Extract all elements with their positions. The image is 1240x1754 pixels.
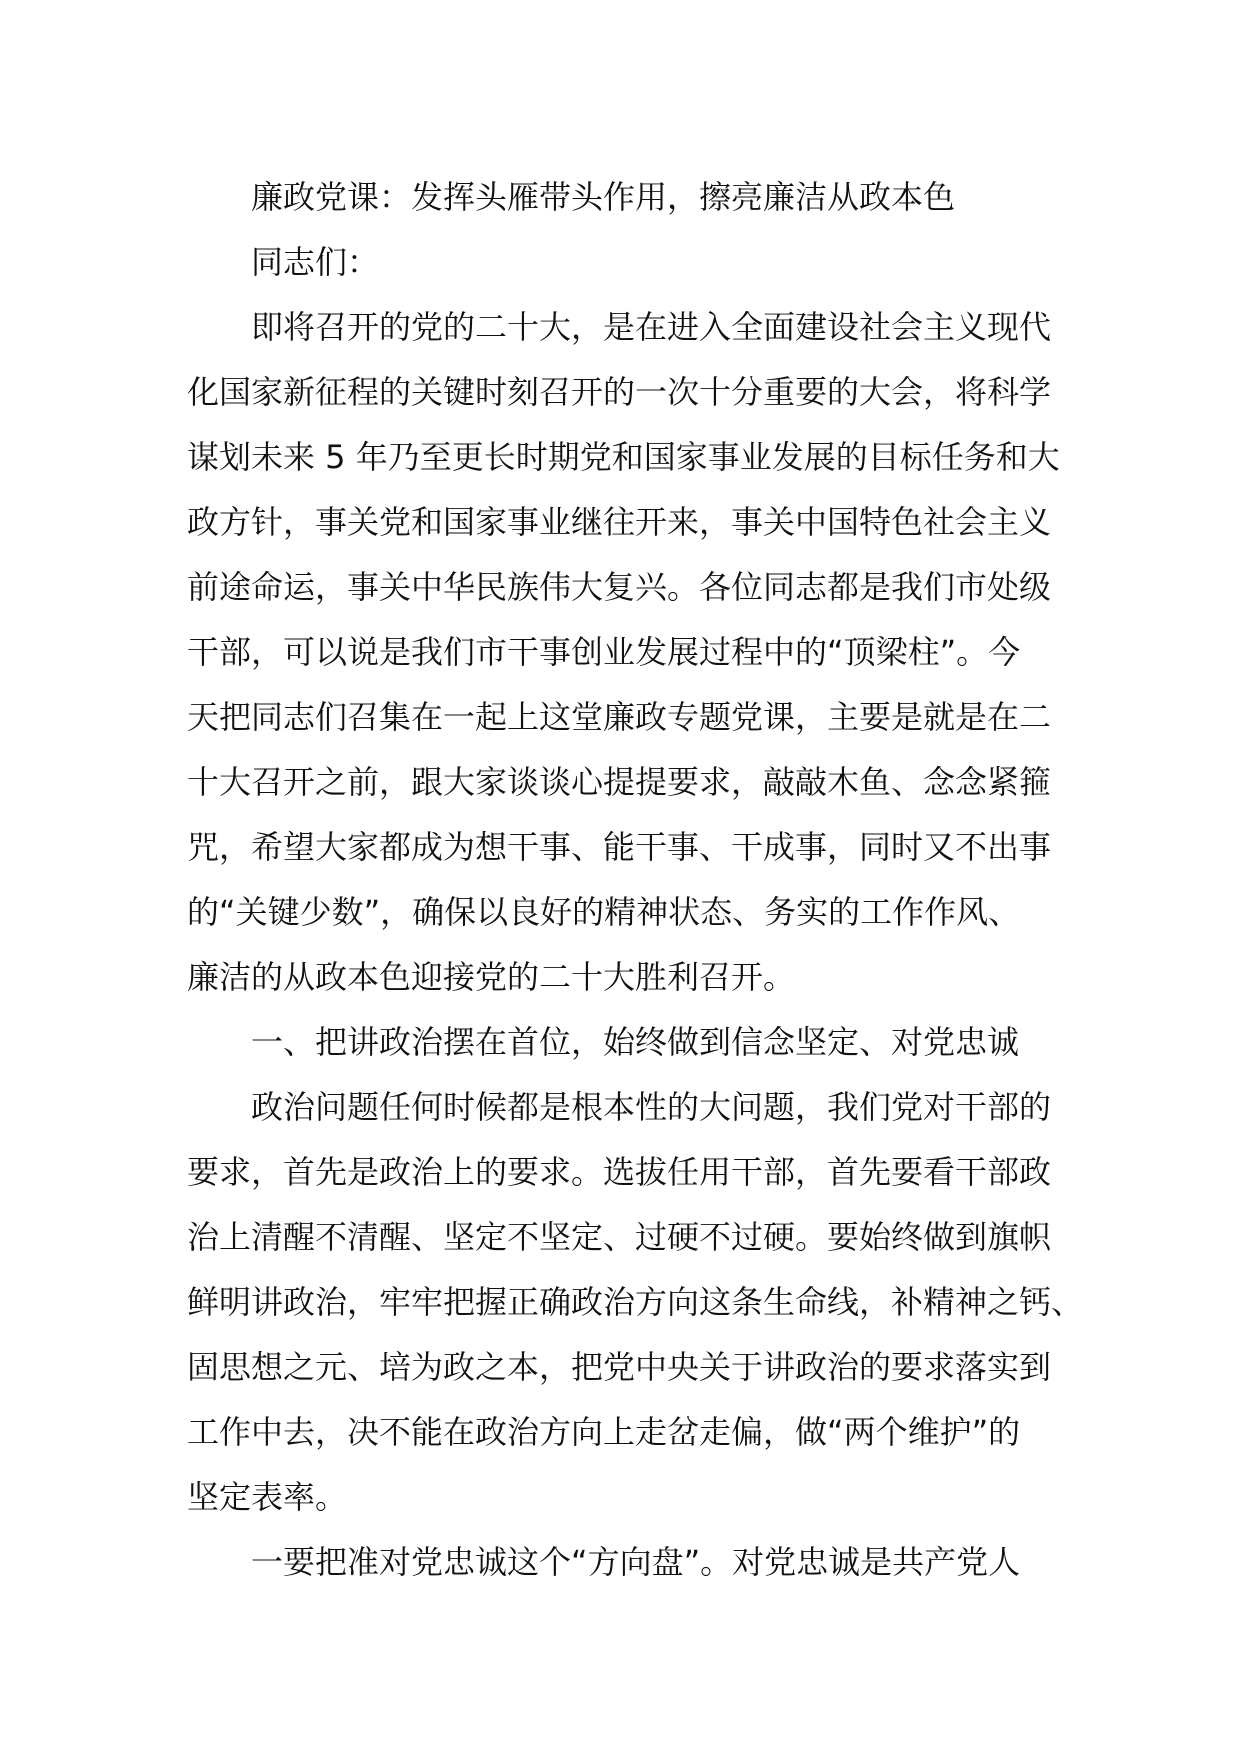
paragraph-2-line-1: 政治问题任何时候都是根本性的大问题，我们党对干部的 (251, 1088, 1052, 1126)
paragraph-1-line-7: 天把同志们召集在一起上这堂廉政专题党课，主要是就是在二 (187, 698, 1052, 736)
paragraph-2-line-6: 工作中去，决不能在政治方向上走岔走偏，做“两个维护”的 (187, 1413, 1021, 1451)
paragraph-1-line-9: 咒，希望大家都成为想干事、能干事、干成事，同时又不出事 (187, 828, 1052, 866)
section-heading-1: 一、把讲政治摆在首位，始终做到信念坚定、对党忠诚 (251, 1023, 1020, 1061)
paragraph-1-line-8: 十大召开之前，跟大家谈谈心提提要求，敲敲木鱼、念念紧箍 (187, 763, 1052, 801)
paragraph-1-line-10: 的“关键少数”，确保以良好的精神状态、务实的工作作风、 (187, 893, 1021, 931)
paragraph-1-line-11: 廉洁的从政本色迎接党的二十大胜利召开。 (187, 958, 796, 996)
paragraph-1-line-3: 谋划未来 5 年乃至更长时期党和国家事业发展的目标任务和大 (187, 438, 1060, 476)
paragraph-1-line-4: 政方针，事关党和国家事业继往开来，事关中国特色社会主义 (187, 503, 1052, 541)
paragraph-2-line-3: 治上清醒不清醒、坚定不坚定、过硬不过硬。要始终做到旗帜 (187, 1218, 1052, 1256)
paragraph-1-line-2: 化国家新征程的关键时刻召开的一次十分重要的大会，将科学 (187, 373, 1052, 411)
paragraph-2-line-2: 要求，首先是政治上的要求。选拔任用干部，首先要看干部政 (187, 1153, 1052, 1191)
greeting: 同志们： (251, 243, 380, 281)
paragraph-2-line-5: 固思想之元、培为政之本，把党中央关于讲政治的要求落实到 (187, 1348, 1052, 1386)
paragraph-1-line-5: 前途命运，事关中华民族伟大复兴。各位同志都是我们市处级 (187, 568, 1052, 606)
document-body (187, 165, 1084, 1595)
paragraph-1-line-6: 干部，可以说是我们市干事创业发展过程中的“顶梁柱”。今 (187, 633, 1021, 671)
document-title: 廉政党课：发挥头雁带头作用，擦亮廉洁从政本色 (251, 178, 956, 216)
paragraph-2-line-7: 坚定表率。 (187, 1478, 348, 1516)
paragraph-3-line-1: 一要把准对党忠诚这个“方向盘”。对党忠诚是共产党人 (251, 1543, 1021, 1581)
paragraph-2-line-4: 鲜明讲政治，牢牢把握正确政治方向这条生命线，补精神之钙、 (187, 1283, 1084, 1321)
paragraph-1-line-1: 即将召开的党的二十大，是在进入全面建设社会主义现代 (251, 308, 1052, 346)
